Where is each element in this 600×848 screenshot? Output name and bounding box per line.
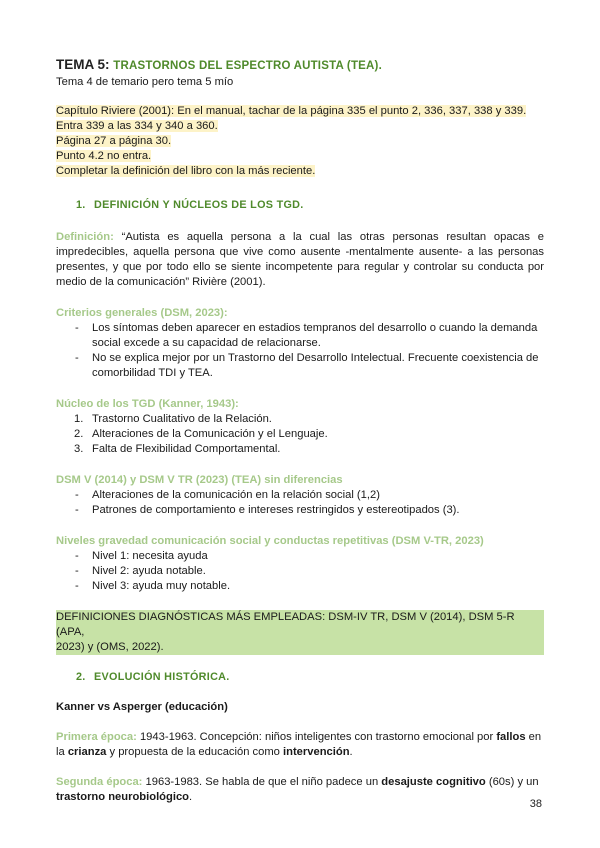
section-heading-2: 2. EVOLUCIÓN HISTÓRICA. — [76, 671, 230, 683]
kanner-heading: Kanner vs Asperger (educación) — [56, 701, 228, 713]
criterios-heading: Criterios generales (DSM, 2023): — [56, 307, 228, 319]
list-item: - Nivel 2: ayuda notable. — [75, 565, 206, 577]
note-line: Punto 4.2 no entra. — [56, 150, 152, 162]
list-item: - No se explica mejor por un Trastorno del Desarrollo Intelectual. Frecuente coexistencia de comorbilidad TDI y TEA. — [75, 352, 539, 379]
segunda-epoca-paragraph: Segunda época: 1963-1983. Se habla de que el niño padece un desajuste cognitivo (60s) y un trastorno neurobiológico. — [56, 776, 539, 803]
note-line: Entra 339 a las 334 y 340 a 360. — [56, 120, 218, 132]
definiciones-block — [56, 610, 544, 655]
list-item: - Alteraciones de la comunicación en la relación social (1,2) — [75, 489, 380, 501]
criterios-list — [56, 321, 544, 381]
niveles-list — [56, 549, 544, 594]
dsm-heading: DSM V (2014) y DSM V TR (2023) (TEA) sin diferencias — [56, 474, 343, 486]
note-line: Página 27 a página 30. — [56, 135, 172, 147]
notes-block — [56, 104, 544, 179]
primera-epoca-label: Primera época: — [56, 731, 137, 743]
nucleo-list — [56, 412, 544, 457]
definiciones-line: DEFINICIONES DIAGNÓSTICAS MÁS EMPLEADAS: DSM-IV TR, DSM V (2014), DSM 5-R (APA, — [56, 610, 544, 640]
dsm-list — [56, 488, 544, 518]
definition-text: “Autista es aquella persona a la cual las otras personas resultan opacas e impredecibles, aquella persona que vive como ausente -mentalmente ausente- a las personas presentes, y que por todo ello se siente incompetente para regular y controlar su conducta por medio de la comunicación” Rivière (2001). — [56, 231, 544, 288]
list-item: - Nivel 3: ayuda muy notable. — [75, 580, 231, 592]
definition-paragraph — [56, 230, 544, 290]
list-item: 1. Trastorno Cualitativo de la Relación. — [74, 413, 272, 425]
topic-label: TEMA 5: — [56, 57, 110, 72]
page-content — [56, 56, 544, 805]
list-item: - Patrones de comportamiento e intereses restringidos y estereotipados (3). — [75, 504, 460, 516]
note-line: Completar la definición del libro con la más reciente. — [56, 165, 316, 177]
definition-label: Definición: — [56, 231, 114, 243]
list-item: 3. Falta de Flexibilidad Comportamental. — [74, 443, 281, 455]
segunda-epoca-label: Segunda época: — [56, 776, 143, 788]
topic-subtitle: Tema 4 de temario pero tema 5 mío — [56, 76, 234, 88]
list-item: - Los síntomas deben aparecer en estadios tempranos del desarrollo o cuando la demanda social excede a su capacidad de relacionarse. — [75, 322, 538, 349]
list-item: 2. Alteraciones de la Comunicación y el Lenguaje. — [74, 428, 328, 440]
topic-name: TRASTORNOS DEL ESPECTRO AUTISTA (TEA). — [113, 60, 382, 72]
definiciones-line: 2023) y (OMS, 2022). — [56, 640, 544, 655]
primera-epoca-paragraph: Primera época: 1943-1963. Concepción: niños inteligentes con trastorno emocional por fallos en la crianza y propuesta de la educación como intervención. — [56, 731, 542, 758]
topic-title — [56, 56, 544, 75]
section-heading-1: 1. DEFINICIÓN Y NÚCLEOS DE LOS TGD. — [76, 199, 304, 211]
page-number: 38 — [529, 798, 542, 810]
list-item: - Nivel 1: necesita ayuda — [75, 550, 208, 562]
niveles-heading: Niveles gravedad comunicación social y conductas repetitivas (DSM V-TR, 2023) — [56, 535, 484, 547]
nucleo-heading: Núcleo de los TGD (Kanner, 1943): — [56, 398, 239, 410]
note-line: Capítulo Riviere (2001): En el manual, tachar de la página 335 el punto 2, 336, 337, 338 y 339. — [56, 105, 527, 117]
